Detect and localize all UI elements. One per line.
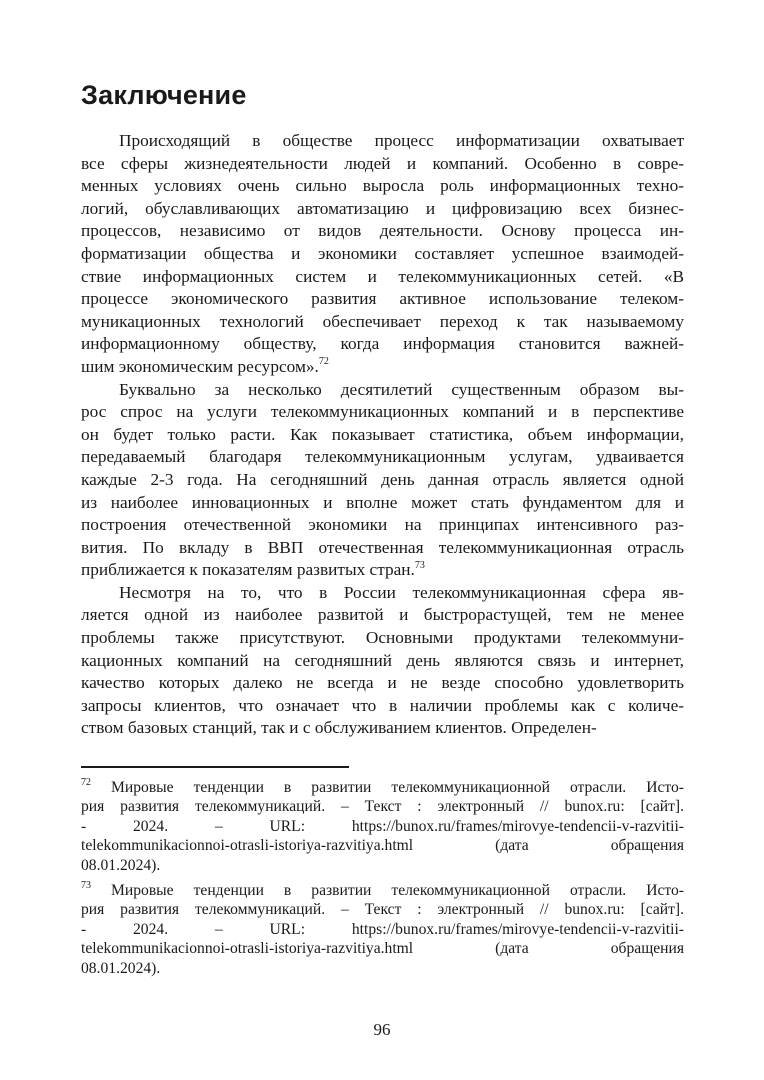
footnote-text: рия развития телекоммуникаций. – Текст : электронный // bunox.ru: [сайт]. — [81, 798, 684, 816]
text-line: менных условиях очень сильно выросла роль информационных техно- — [81, 176, 684, 196]
footnote-line — [81, 856, 684, 875]
page-title: Заключение — [81, 80, 247, 110]
footnote-line — [81, 959, 684, 978]
footnote-text: - 2024. – URL: https://bunox.ru/frames/mirovye-tendencii-v-razvitii- — [81, 920, 684, 938]
text-line: ствие информационных систем и телекоммуникационных сетей. «В — [81, 266, 684, 286]
footnote-text: рия развития телекоммуникаций. – Текст : электронный // bunox.ru: [сайт]. — [81, 901, 684, 919]
text-line: ством базовых станций, так и с обслуживанием клиентов. Определен- — [81, 718, 597, 738]
text-line: Несмотря на то, что в России телекоммуникационная сфера яв- — [119, 582, 684, 602]
footnote-line — [81, 939, 684, 958]
footnote-72 — [81, 778, 684, 875]
paragraph-2 — [81, 379, 684, 582]
footnote-text: Мировые тенденции в развитии телекоммуникационной отрасли. Исто- — [111, 882, 684, 900]
text-line: логий, обуславливающих автоматизацию и цифровизацию всех бизнес- — [81, 198, 684, 218]
footnote-line — [81, 900, 684, 919]
page-content — [81, 80, 684, 740]
footnote-73 — [81, 881, 684, 978]
footnote-text: telekommunikacionnoi-otrasli-istoriya-razvitiya.html (дата обращения — [81, 940, 684, 958]
text-line: ляется одной из наиболее развитой и быстрорастущей, тем не менее — [81, 605, 684, 625]
text-line: рос спрос на услуги телекоммуникационных компаний и в перспективе — [81, 402, 684, 422]
footnote-number: 73 — [81, 879, 91, 891]
text-line: каждые 2-3 года. На сегодняшний день данная отрасль является одной — [81, 469, 684, 489]
footnotes — [81, 778, 684, 984]
footnote-line — [81, 836, 684, 855]
text-line: муникационных технологий обеспечивает переход к так называемому — [81, 311, 684, 331]
paragraph-3 — [81, 582, 684, 740]
text-line: приближается к показателям развитых стран.$^{73}$ — [81, 559, 425, 580]
text-line: Буквально за несколько десятилетий существенным образом вы- — [119, 379, 684, 399]
footnote-line — [81, 881, 684, 900]
text-line: шим экономическим ресурсом».$^{72}$ — [81, 356, 329, 376]
footnote-separator — [81, 766, 349, 768]
text-line: он будет только расти. Как показывает статистика, объем информации, — [81, 424, 684, 444]
text-line: запросы клиентов, что означает что в наличии проблемы как с количе- — [81, 695, 684, 715]
text-line: процессе экономического развития активное использование телеком- — [81, 289, 684, 309]
footnote-text: - 2024. – URL: https://bunox.ru/frames/mirovye-tendencii-v-razvitii- — [81, 817, 684, 835]
footnote-text: 08.01.2024). — [81, 959, 161, 977]
footnote-text: Мировые тенденции в развитии телекоммуникационной отрасли. Исто- — [111, 779, 684, 796]
page-number: 96 — [373, 1020, 391, 1039]
text-line: построения отечественной экономики на принципах интенсивного раз- — [81, 515, 684, 535]
footnote-text: telekommunikacionnoi-otrasli-istoriya-razvitiya.html (дата обращения — [81, 837, 684, 855]
footnote-line — [81, 778, 684, 797]
body-text — [81, 130, 684, 740]
footnote-ref[interactable]: 73 — [414, 559, 425, 571]
text-line: из наиболее инновационных и вполне может стать фундаментом для и — [81, 492, 684, 512]
text-line: форматизации общества и экономики составляет успешное взаимодей- — [81, 243, 684, 263]
footnote-text: 08.01.2024). — [81, 856, 161, 874]
text-line: качество которых далеко не всегда и не везде способно удовлетворить — [81, 673, 684, 693]
footnote-number: 72 — [81, 776, 91, 788]
footnote-line — [81, 920, 684, 939]
text-line: проблемы также присутствуют. Основными продуктами телекоммуни- — [81, 628, 684, 648]
text-line: информационному обществу, когда информация становится важней- — [81, 334, 684, 354]
text-line: Происходящий в обществе процесс информатизации охватывает — [119, 131, 684, 150]
text-line: вития. По вкладу в ВВП отечественная телекоммуникационная отрасль — [81, 537, 684, 557]
text-line: все сферы жизнедеятельности людей и компаний. Особенно в совре- — [81, 153, 684, 173]
footnote-line — [81, 797, 684, 816]
footnote-line — [81, 817, 684, 836]
paragraph-1 — [81, 130, 684, 379]
text-line: процессов, независимо от видов деятельности. Основу процесса ин- — [81, 221, 684, 241]
text-line: кационных компаний на сегодняшний день являются связь и интернет, — [81, 650, 684, 670]
text-line: передаваемый благодаря телекоммуникационным услугам, удваивается — [81, 447, 684, 467]
footnote-ref[interactable]: 72 — [318, 356, 329, 368]
